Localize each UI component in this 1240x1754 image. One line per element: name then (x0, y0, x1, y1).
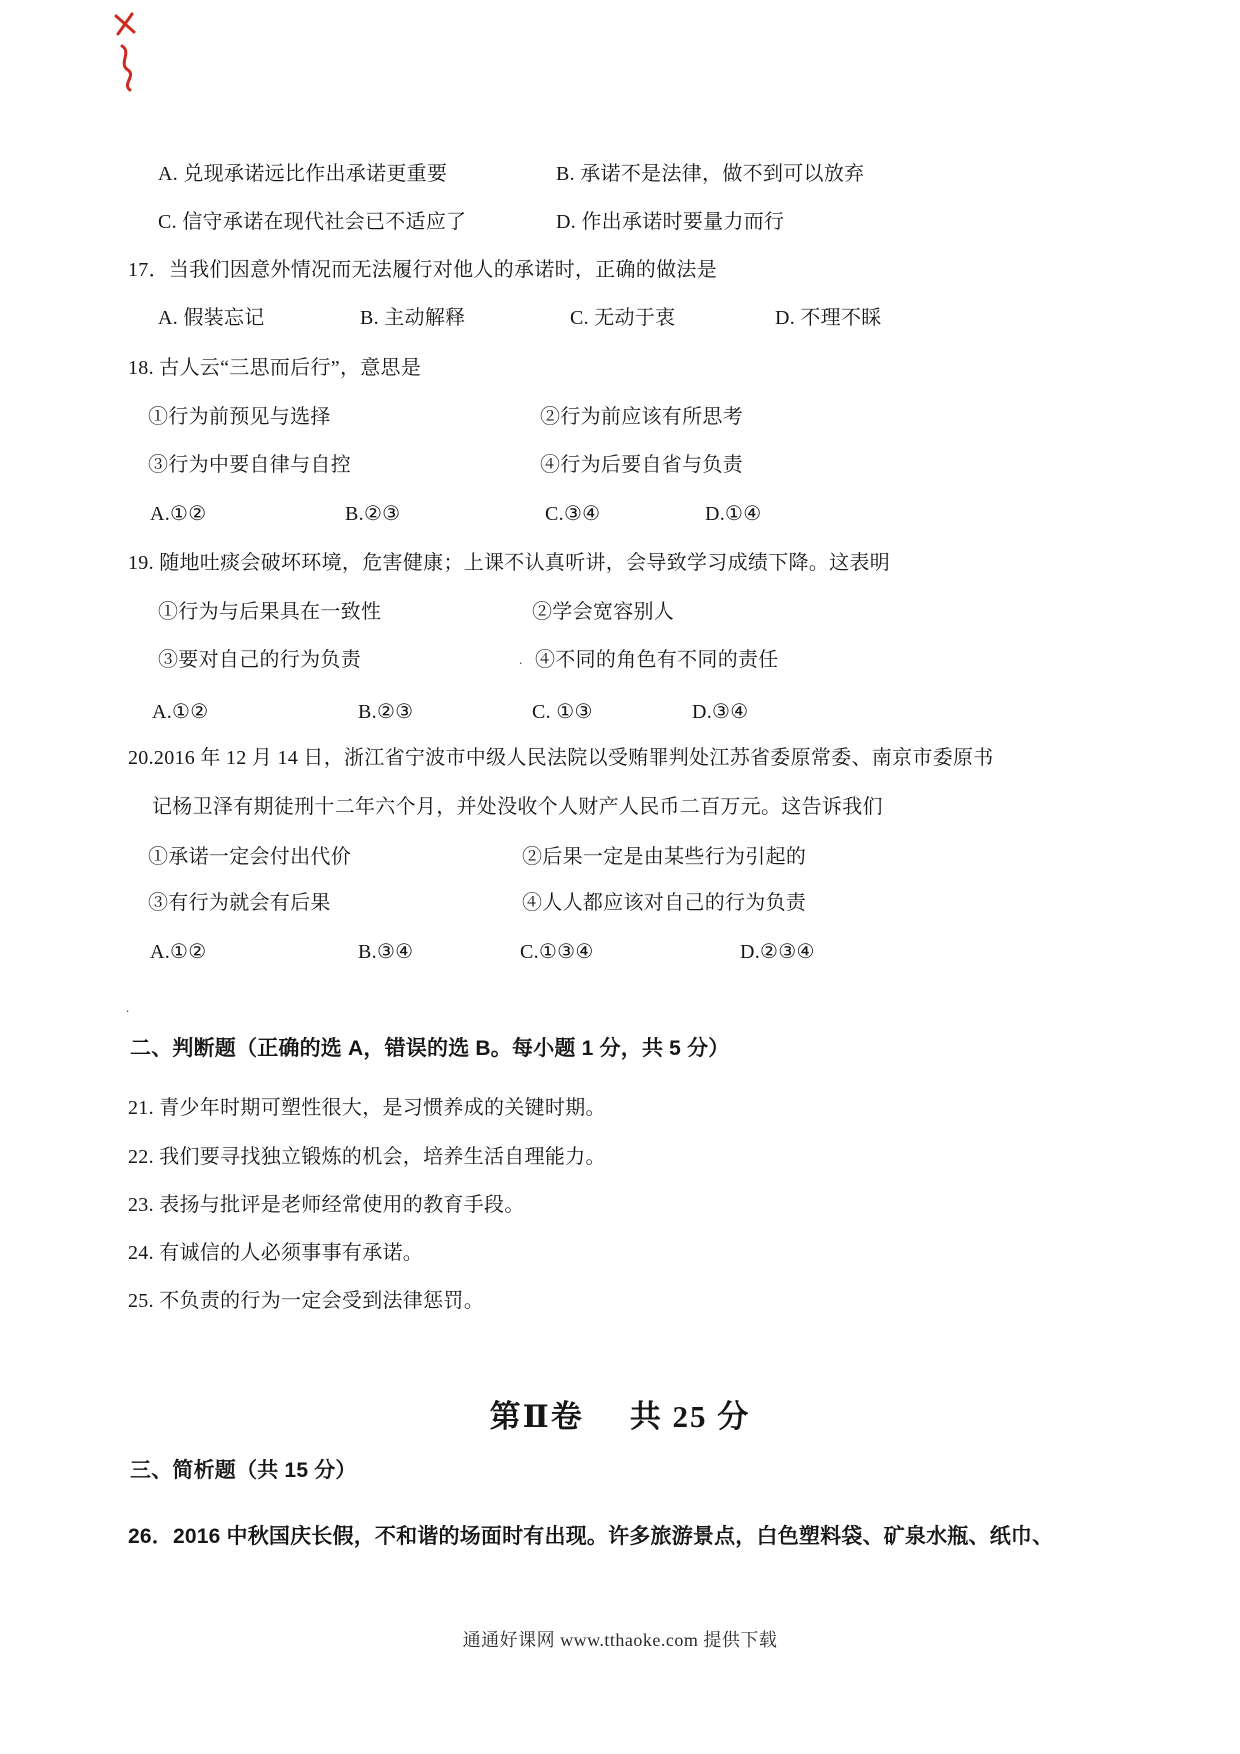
stray-dot-mark: . (519, 652, 523, 667)
section2-heading: 二、判断题（正确的选 A，错误的选 B。每小题 1 分，共 5 分） (130, 1037, 730, 1060)
q20-item-4: ④人人都应该对自己的行为负责 (522, 892, 807, 914)
q19-item-4: ④不同的角色有不同的责任 (535, 649, 779, 671)
q18-option-c: C.③④ (545, 503, 601, 525)
part2-title (0, 1391, 1240, 1436)
q16-option-b: B. 承诺不是法律，做不到可以放弃 (556, 163, 865, 185)
q18-item-3: ③行为中要自律与自控 (148, 454, 351, 476)
section3-heading: 三、简析题（共 15 分） (130, 1459, 357, 1482)
q18-item-4: ④行为后要自省与负责 (540, 454, 743, 476)
q24-statement: 24. 有诚信的人必须事事有承诺。 (128, 1242, 424, 1264)
q19-option-d: D.③④ (692, 701, 749, 723)
q18-stem: 18. 古人云“三思而后行”，意思是 (128, 357, 422, 379)
q18-option-a: A.①② (150, 503, 207, 525)
q17-option-a: A. 假装忘记 (158, 307, 265, 329)
q26-stem: 26．2016 中秋国庆长假，不和谐的场面时有出现。许多旅游景点，白色塑料袋、矿泉水瓶、纸巾、 (128, 1525, 1054, 1548)
q16-option-c: C. 信守承诺在现代社会已不适应了 (158, 211, 467, 233)
q20-item-1: ①承诺一定会付出代价 (148, 846, 351, 868)
q20-stem-line2: 记杨卫泽有期徒刑十二年六个月，并处没收个人财产人民币二百万元。这告诉我们 (152, 796, 883, 818)
footer-watermark: 通通好课网 www.tthaoke.com 提供下载 (462, 1630, 778, 1650)
q19-option-c: C. ①③ (532, 701, 593, 723)
q18-option-d: D.①④ (705, 503, 762, 525)
q17-option-d: D. 不理不睬 (775, 307, 882, 329)
q19-option-b: B.②③ (358, 701, 414, 723)
q19-option-a: A.①② (152, 701, 209, 723)
q19-item-3: ③要对自己的行为负责 (158, 649, 361, 671)
q19-item-1: ①行为与后果具在一致性 (158, 601, 382, 623)
q19-stem: 19. 随地吐痰会破坏环境，危害健康；上课不认真听讲，会导致学习成绩下降。这表明 (128, 552, 890, 574)
q18-option-b: B.②③ (345, 503, 401, 525)
q23-statement: 23. 表扬与批评是老师经常使用的教育手段。 (128, 1194, 525, 1216)
q20-stem-line1: 20.2016 年 12 月 14 日，浙江省宁波市中级人民法院以受贿罪判处江苏省委原常委、南京市委原书 (128, 747, 994, 769)
q17-stem: 17．当我们因意外情况而无法履行对他人的承诺时，正确的做法是 (128, 259, 717, 281)
q16-option-d: D. 作出承诺时要量力而行 (556, 211, 785, 233)
q21-statement: 21. 青少年时期可塑性很大，是习惯养成的关键时期。 (128, 1097, 606, 1119)
part2-title-score: 共 25 分 (629, 1399, 751, 1434)
q20-item-2: ②后果一定是由某些行为引起的 (522, 846, 807, 868)
q22-statement: 22. 我们要寻找独立锻炼的机会，培养生活自理能力。 (128, 1146, 606, 1168)
q20-item-3: ③有行为就会有后果 (148, 892, 331, 914)
red-scribble-icon (108, 6, 148, 96)
q17-option-c: C. 无动于衷 (570, 307, 676, 329)
q20-option-d: D.②③④ (740, 941, 815, 963)
q19-item-2: ②学会宽容别人 (532, 601, 675, 623)
q17-option-b: B. 主动解释 (360, 307, 466, 329)
part2-title-text: 第Ⅱ卷 (489, 1399, 584, 1434)
q18-item-1: ①行为前预见与选择 (148, 406, 331, 428)
stray-dot-mark: . (126, 1000, 130, 1015)
q20-option-c: C.①③④ (520, 941, 594, 963)
q25-statement: 25. 不负责的行为一定会受到法律惩罚。 (128, 1290, 484, 1312)
q18-item-2: ②行为前应该有所思考 (540, 406, 743, 428)
q20-option-a: A.①② (150, 941, 207, 963)
q20-option-b: B.③④ (358, 941, 414, 963)
q16-option-a: A. 兑现承诺远比作出承诺更重要 (158, 163, 448, 185)
